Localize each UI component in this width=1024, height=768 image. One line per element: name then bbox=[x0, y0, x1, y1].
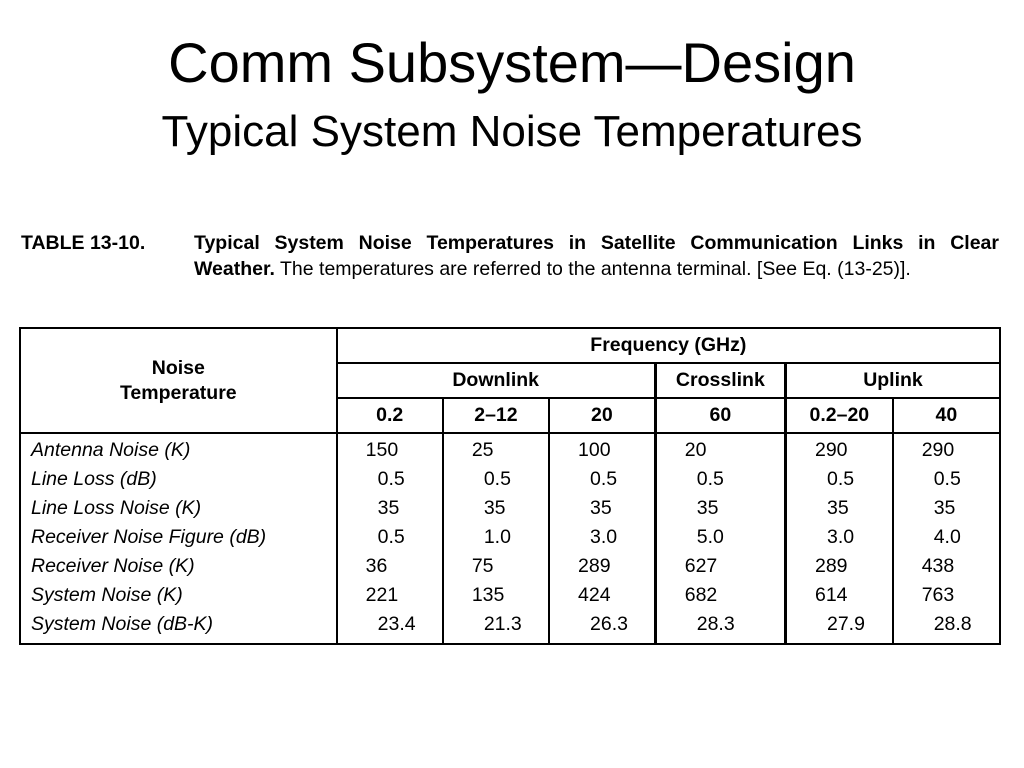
column-header: 40 bbox=[893, 398, 1000, 433]
table-cell: 763 bbox=[893, 581, 1000, 610]
table-cell: 0.5 bbox=[443, 465, 549, 494]
table-cell: 221 bbox=[337, 581, 443, 610]
table-cell: 100 bbox=[549, 433, 655, 465]
table-cell: 0.5 bbox=[549, 465, 655, 494]
crosslink-header: Crosslink bbox=[655, 363, 785, 398]
table-cell: 28.3 bbox=[655, 610, 785, 644]
noise-temperature-table bbox=[19, 327, 1001, 645]
table-cell: 35 bbox=[655, 494, 785, 523]
table-cell: 289 bbox=[785, 552, 892, 581]
table-cell: 35 bbox=[785, 494, 892, 523]
table-cell: 5.0 bbox=[655, 523, 785, 552]
table-cell: 27.9 bbox=[785, 610, 892, 644]
table-row bbox=[20, 581, 1000, 610]
row-label: System Noise (dB-K) bbox=[31, 613, 214, 635]
row-label: Receiver Noise Figure (dB) bbox=[31, 526, 267, 548]
table-cell: 0.5 bbox=[337, 523, 443, 552]
column-header: 0.2–20 bbox=[785, 398, 892, 433]
table-cell: 0.5 bbox=[893, 465, 1000, 494]
table-caption bbox=[21, 230, 999, 282]
table-cell: 290 bbox=[785, 433, 892, 465]
row-label: Receiver Noise (K) bbox=[31, 555, 195, 577]
table-row bbox=[20, 552, 1000, 581]
table-cell: 26.3 bbox=[549, 610, 655, 644]
table-cell: 438 bbox=[893, 552, 1000, 581]
table-cell: 4.0 bbox=[893, 523, 1000, 552]
row-label: Line Loss (dB) bbox=[31, 468, 157, 490]
table-cell: 135 bbox=[443, 581, 549, 610]
row-header-line1: Noise bbox=[151, 356, 205, 379]
table-cell: 28.8 bbox=[893, 610, 1000, 644]
table-cell: 25 bbox=[443, 433, 549, 465]
column-header: 20 bbox=[549, 398, 655, 433]
table-cell: 20 bbox=[655, 433, 785, 465]
table-cell: 290 bbox=[893, 433, 1000, 465]
table-cell: 35 bbox=[443, 494, 549, 523]
table-row bbox=[20, 494, 1000, 523]
table-row bbox=[20, 523, 1000, 552]
table-cell: 35 bbox=[337, 494, 443, 523]
table-cell: 35 bbox=[549, 494, 655, 523]
slide-title: Comm Subsystem—Design bbox=[168, 31, 856, 94]
column-header: 60 bbox=[655, 398, 785, 433]
table-cell: 35 bbox=[893, 494, 1000, 523]
table-number: TABLE 13-10. bbox=[21, 232, 146, 254]
table-cell: 289 bbox=[549, 552, 655, 581]
caption-text bbox=[194, 230, 999, 282]
table-cell: 3.0 bbox=[549, 523, 655, 552]
table-row bbox=[20, 465, 1000, 494]
table-cell: 424 bbox=[549, 581, 655, 610]
table-cell: 21.3 bbox=[443, 610, 549, 644]
row-header bbox=[20, 328, 337, 433]
slide-subtitle: Typical System Noise Temperatures bbox=[161, 107, 863, 156]
table-cell: 150 bbox=[337, 433, 443, 465]
caption-bold-text: Typical System Noise Temperatures in Satellite Communication Links in Clear Weather. bbox=[194, 232, 999, 280]
frequency-header: Frequency (GHz) bbox=[337, 328, 1000, 363]
table-cell: 614 bbox=[785, 581, 892, 610]
table-cell: 75 bbox=[443, 552, 549, 581]
column-header: 0.2 bbox=[337, 398, 443, 433]
table-cell: 0.5 bbox=[655, 465, 785, 494]
caption-normal-text: The temperatures are referred to the antenna terminal. [See Eq. (13-25)]. bbox=[274, 258, 911, 280]
table-cell: 0.5 bbox=[785, 465, 892, 494]
row-label: Antenna Noise (K) bbox=[31, 439, 191, 461]
table-cell: 1.0 bbox=[443, 523, 549, 552]
row-label: Line Loss Noise (K) bbox=[31, 497, 202, 519]
uplink-header: Uplink bbox=[785, 363, 1000, 398]
table-row bbox=[20, 433, 1000, 465]
table-cell: 3.0 bbox=[785, 523, 892, 552]
table-cell: 23.4 bbox=[337, 610, 443, 644]
table-cell: 36 bbox=[337, 552, 443, 581]
table-cell: 0.5 bbox=[337, 465, 443, 494]
table-cell: 627 bbox=[655, 552, 785, 581]
table-row bbox=[20, 610, 1000, 644]
column-header: 2–12 bbox=[443, 398, 549, 433]
row-header-line2: Temperature bbox=[119, 381, 237, 404]
downlink-header: Downlink bbox=[337, 363, 656, 398]
row-label: System Noise (K) bbox=[31, 584, 183, 606]
table-cell: 682 bbox=[655, 581, 785, 610]
